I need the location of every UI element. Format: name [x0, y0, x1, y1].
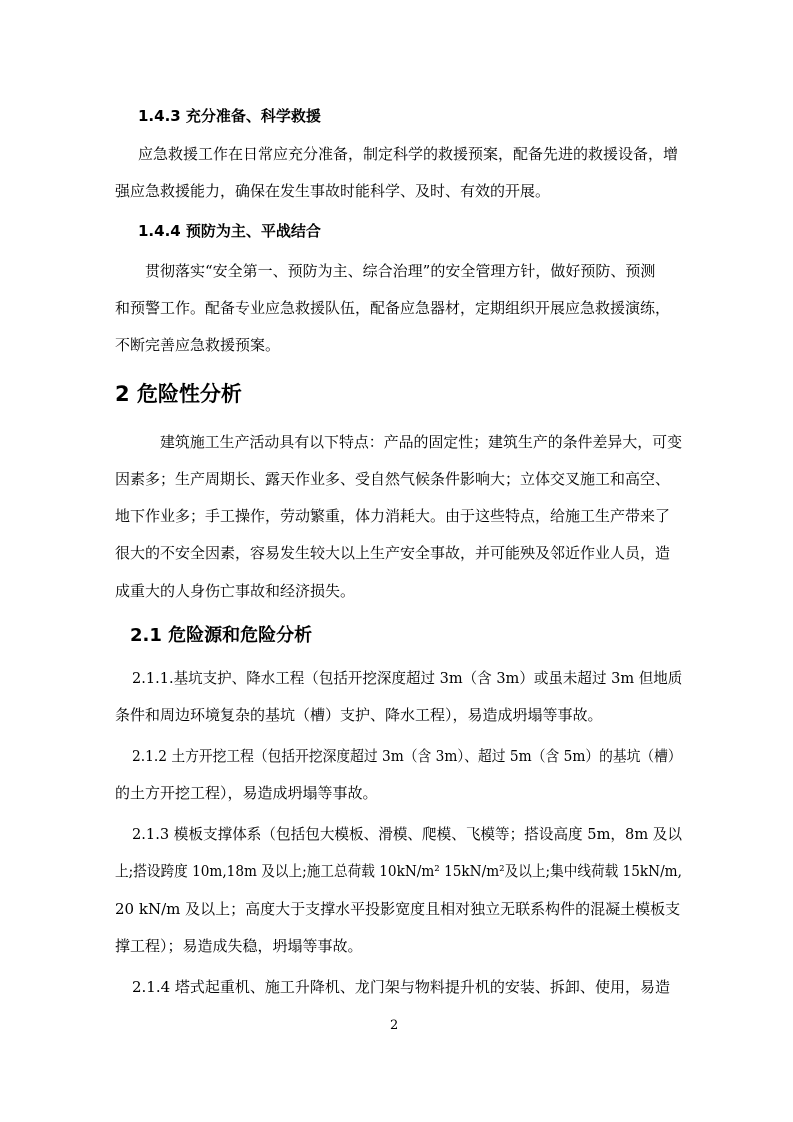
paragraph-line: 2.1.1.基坑支护、降水工程（包括开挖深度超过 3m（含 3m）或虽未超过 3m 但地质	[132, 669, 683, 687]
paragraph-line: 贯彻落实“安全第一、预防为主、综合治理”的安全管理方针，做好预防、预测	[145, 262, 656, 280]
paragraph-line: 因素多；生产周期长、露天作业多、受自然气候条件影响大；立体交叉施工和高空、	[115, 470, 671, 488]
paragraph-line: 成重大的人身伤亡事故和经济损失。	[115, 582, 356, 600]
paragraph-line: 的土方开挖工程），易造成坍塌等事故。	[115, 784, 378, 802]
heading-2-1: 2.1 危险源和危险分析	[130, 625, 313, 646]
paragraph-line: 撑工程）；易造成失稳，坍塌等事故。	[115, 937, 363, 955]
paragraph-line: 应急救援工作在日常应充分准备，制定科学的救援预案，配备先进的救援设备，增	[138, 145, 679, 163]
paragraph-line: 和预警工作。配备专业应急救援队伍，配备应急器材，定期组织开展应急救援演练，	[115, 299, 671, 317]
heading-2: 2 危险性分析	[115, 382, 242, 406]
page-number: 2	[390, 1018, 399, 1033]
paragraph-line: 20 kN/m 及以上；高度大于支撑水平投影宽度且相对独立无联系构件的混凝土模板支	[115, 900, 681, 918]
paragraph-line: 2.1.3 模板支撑体系（包括包大模板、滑模、爬模、飞模等；搭设高度 5m，8m 及以	[132, 825, 683, 843]
paragraph-line: 不断完善应急救援预案。	[115, 336, 281, 354]
paragraph-line: 建筑施工生产活动具有以下特点：产品的固定性；建筑生产的条件差异大，可变	[160, 433, 683, 451]
paragraph-line: 地下作业多；手工操作，劳动繁重，体力消耗大。由于这些特点，给施工生产带来了	[115, 507, 671, 525]
paragraph-line: 条件和周边环境复杂的基坑（槽）支护、降水工程），易造成坍塌等事故。	[115, 706, 603, 724]
paragraph-line: 2.1.2 土方开挖工程（包括开挖深度超过 3m（含 3m）、超过 5m（含 5m）的基坑（槽）	[132, 747, 682, 765]
paragraph-line: 很大的不安全因素，容易发生较大以上生产安全事故，并可能殃及邻近作业人员，造	[115, 544, 671, 562]
paragraph-line: 上;搭设跨度 10m,18m 及以上;施工总荷载 10kN/m² 15kN/m²及以上;集中线荷载 15kN/m,	[115, 862, 682, 880]
paragraph-line: 2.1.4 塔式起重机、施工升降机、龙门架与物料提升机的安装、拆卸、使用，易造	[132, 978, 670, 996]
heading-1-4-3: 1.4.3 充分准备、科学救援	[138, 107, 321, 125]
heading-1-4-4: 1.4.4 预防为主、平战结合	[138, 222, 321, 240]
paragraph-line: 强应急救援能力，确保在发生事故时能科学、及时、有效的开展。	[115, 182, 551, 200]
